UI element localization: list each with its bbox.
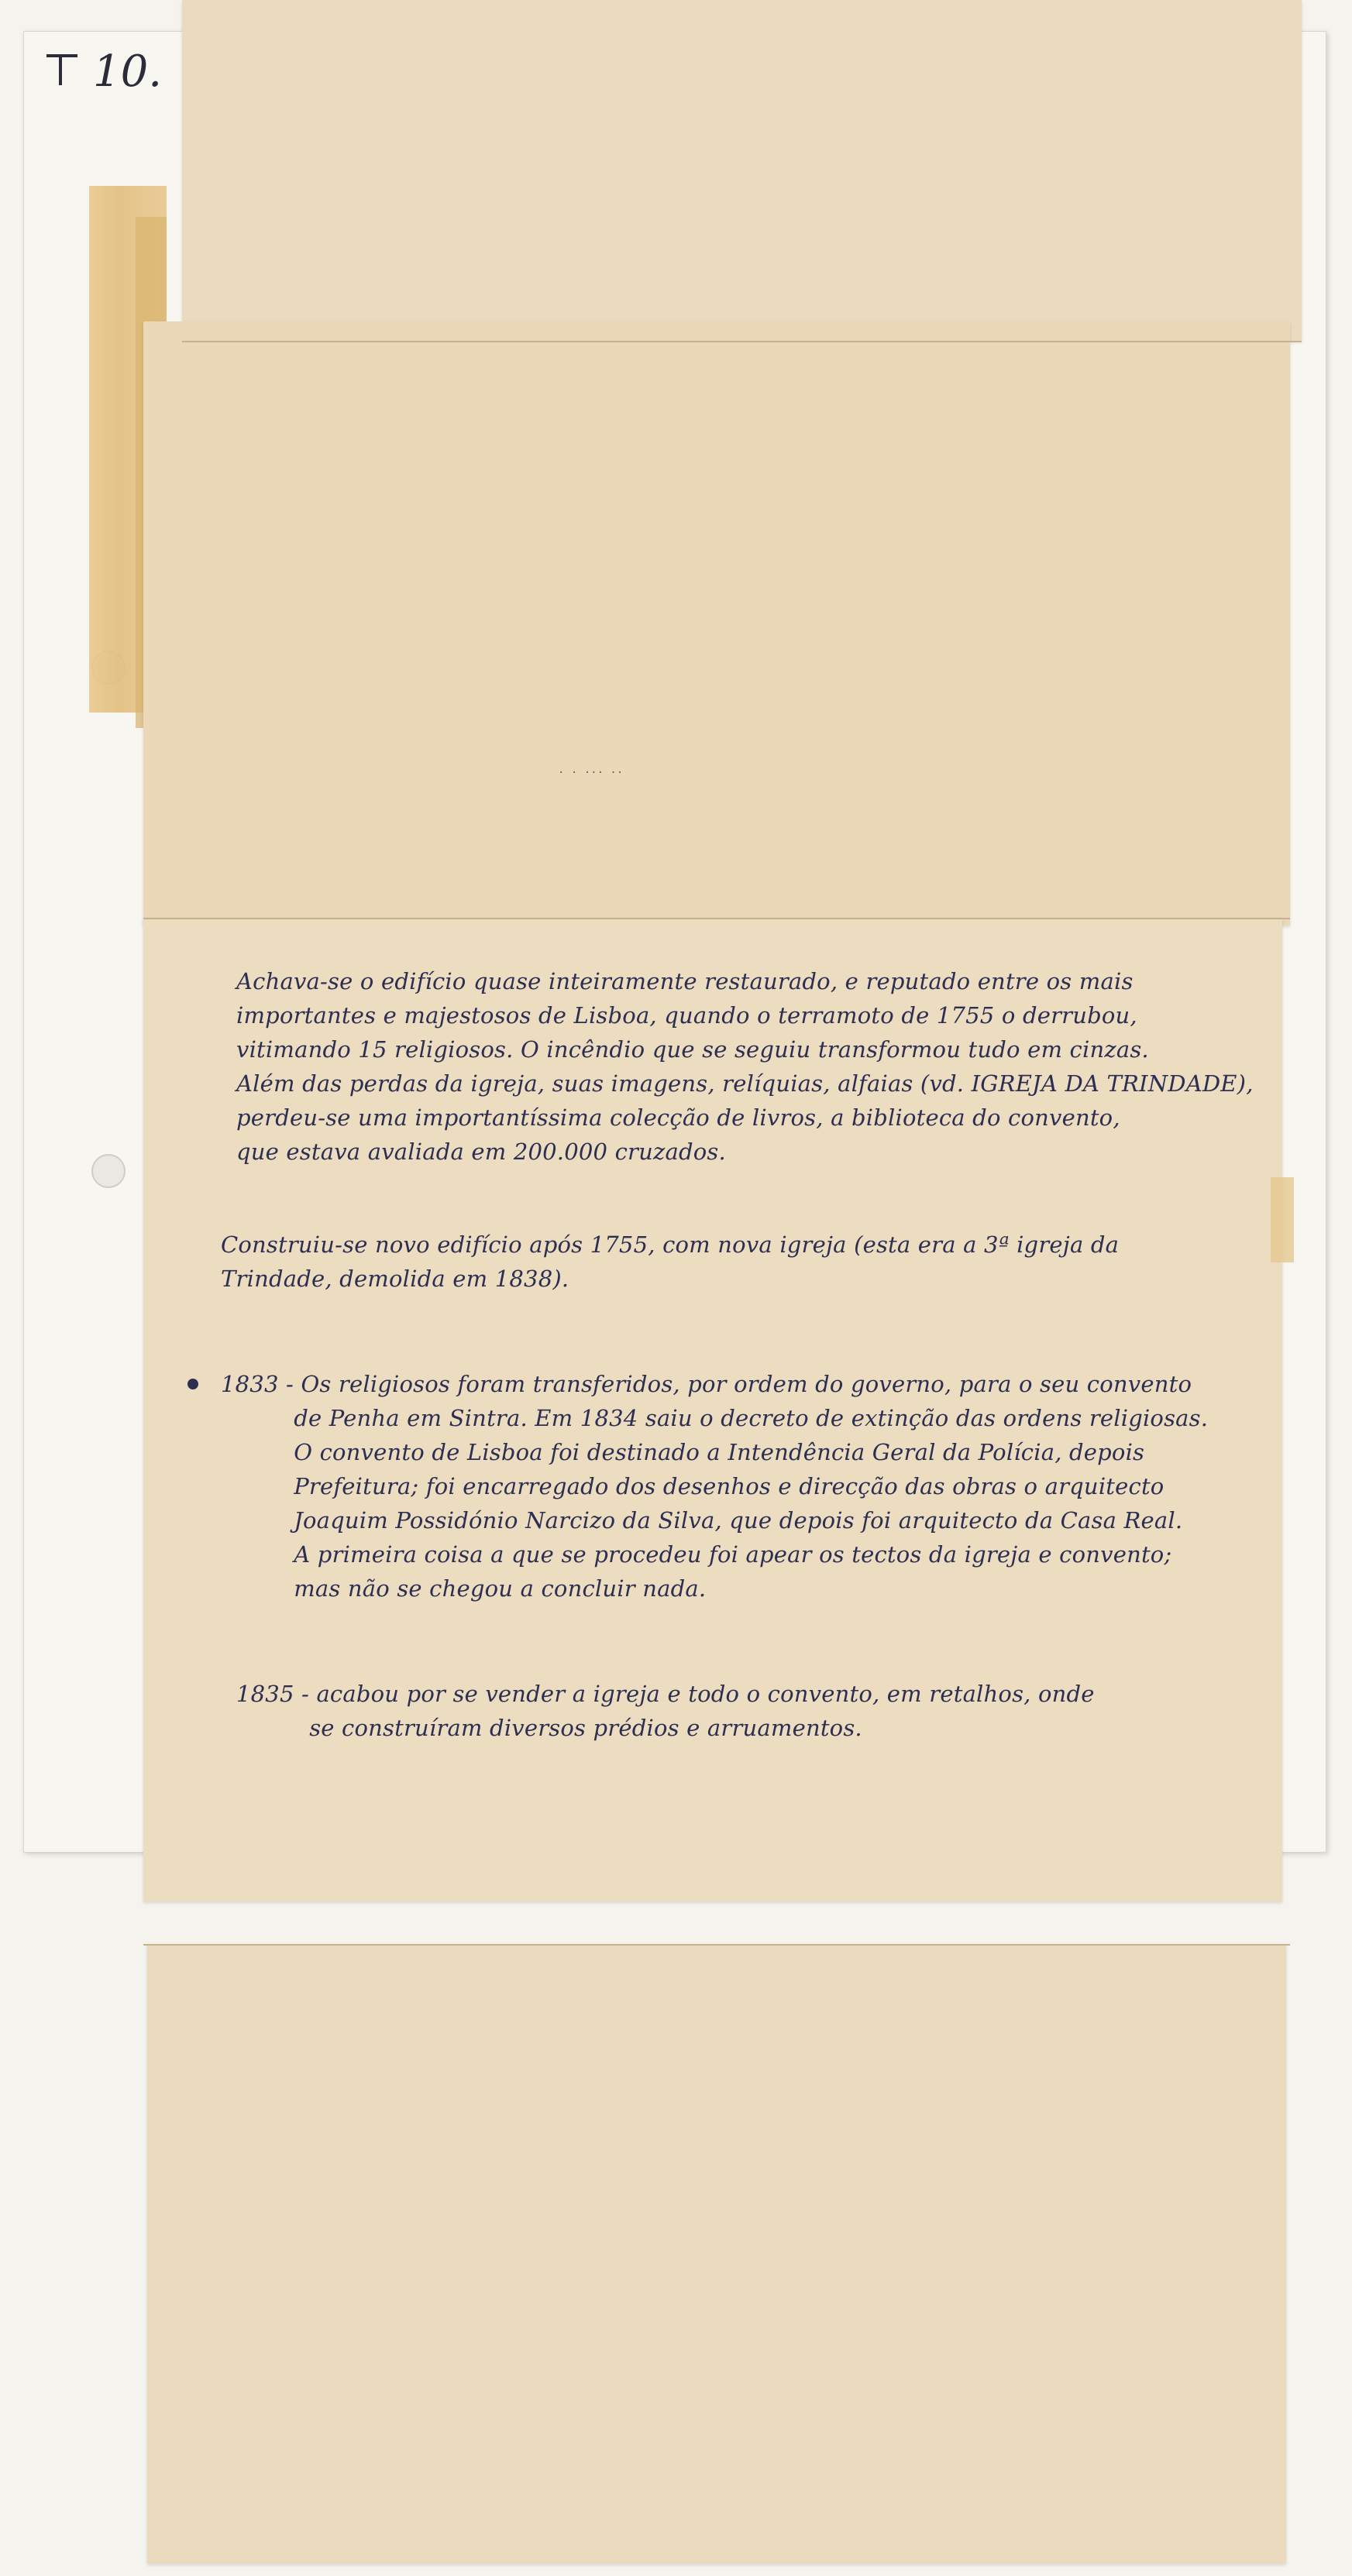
corner-mark-stem [59, 54, 62, 85]
paper-fold-1 [182, 0, 1302, 341]
page-number: 10. [93, 46, 163, 97]
bullet-dot [187, 1379, 198, 1389]
paragraph-history-text: Achava-se o edifício quase inteiramente restaurado, e reputado entre os mais importantes e majestosos de Lisboa, quando o terramoto de 1755 o derrubou, vitimando 15 religiosos. O incêndio que se seguiu transformou tudo em cinzas. Além das perdas da igreja, suas imagens, relíquias, alfaias (vd. IGREJA DA TRINDADE), perdeu-se uma importantíssima colecção de livros, a biblioteca do convento, que estava avaliada em 200.000 cruzados. [236, 968, 1254, 1165]
paper-fold-4 [147, 1944, 1286, 2564]
fold-crease-2 [143, 918, 1290, 919]
paper-fold-2 [143, 321, 1290, 926]
fold-crease-3 [143, 1944, 1290, 1946]
entry-1835 [236, 1677, 1259, 1745]
faint-stamp: · · ··· ·· [558, 767, 624, 779]
paragraph-history [236, 964, 1259, 1169]
entry-1833-text: 1833 - Os religiosos foram transferidos, por ordem do governo, para o seu convento de Penha em Sintra. Em 1834 saiu o decreto de extinção das ordens religiosas. O convento de Lisboa foi destinado a Intendência Geral da Polícia, depois Prefeitura; foi encarregado dos desenhos e direcção das obras o arquitecto Joaquim Possidónio Narcizo da Silva, que depois foi arquitecto da Casa Real. A primeira coisa a que se procedeu foi apear os tectos da igreja e convento; mas não se chegou a concluir nada. [221, 1371, 1209, 1602]
paragraph-reconstruction [221, 1228, 1259, 1296]
corner-mark [46, 54, 77, 57]
binder-hole-bottom [91, 1154, 126, 1188]
fold-crease-1 [182, 341, 1302, 342]
entry-1835-text: 1835 - acabou por se vender a igreja e todo o convento, em retalhos, onde se construíram diversos prédios e arruamentos. [236, 1681, 1095, 1741]
edge-tape [1271, 1177, 1294, 1262]
paragraph-reconstruction-text: Construiu-se novo edifício após 1755, com nova igreja (esta era a 3ª igreja da Trindade, demolida em 1838). [221, 1231, 1120, 1292]
entry-1833 [221, 1367, 1267, 1606]
